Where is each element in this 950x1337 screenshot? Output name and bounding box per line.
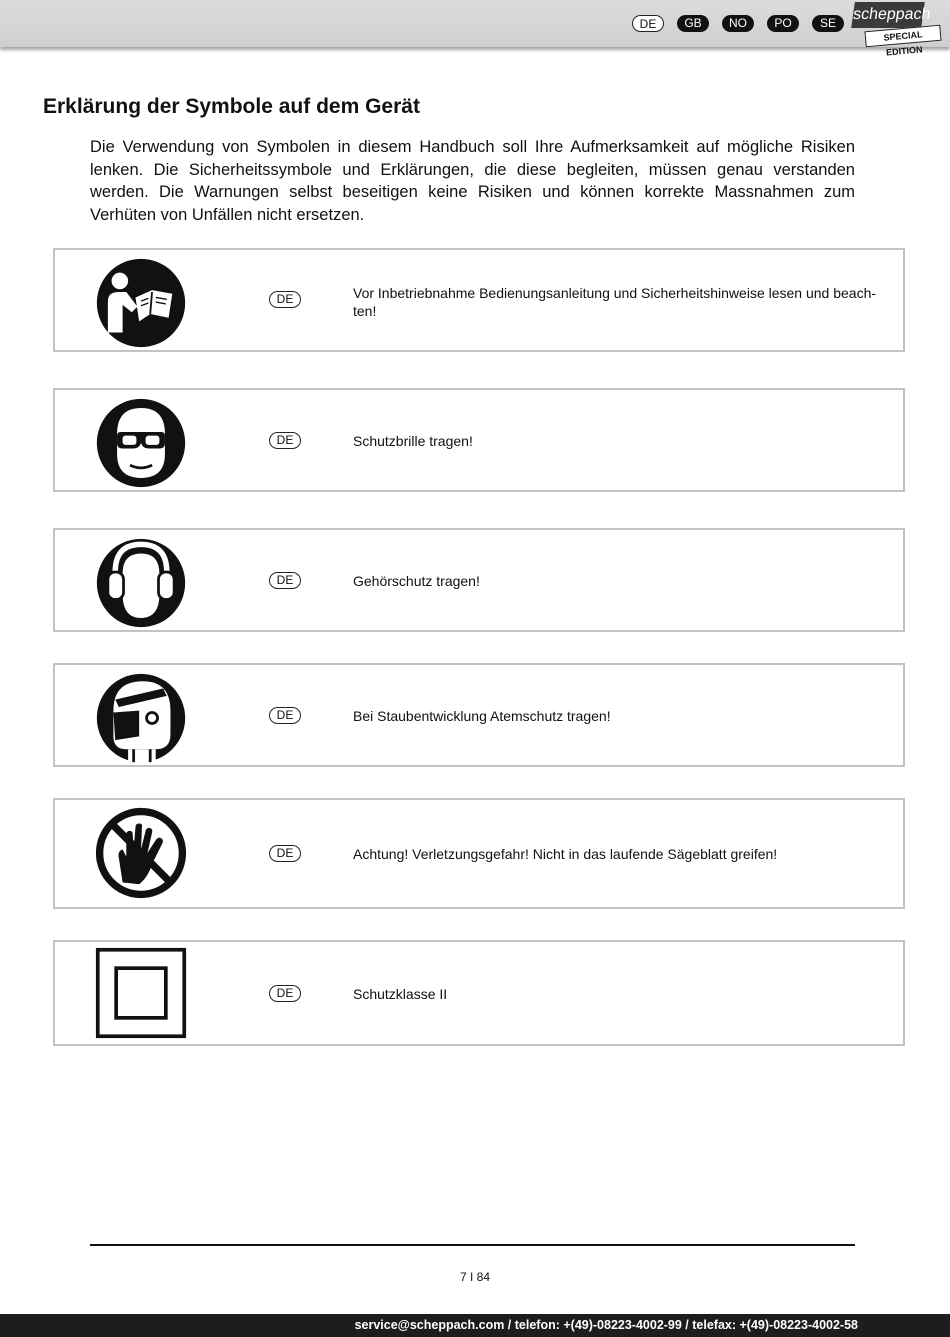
language-selector bbox=[632, 15, 844, 32]
lang-tab-gb[interactable]: GB bbox=[677, 15, 709, 32]
page-title: Erklärung der Symbole auf dem Gerät bbox=[43, 95, 420, 118]
symbol-description: Vor Inbetriebnahme Bedienungsanleitung und Sicherheitshinweise lesen und beach-ten! bbox=[353, 285, 877, 319]
symbol-row-read-manual bbox=[53, 248, 905, 352]
no-hands-icon bbox=[95, 807, 187, 899]
language-badge: DE bbox=[269, 845, 301, 862]
safety-goggles-icon bbox=[95, 397, 187, 489]
protection-class-ii-icon bbox=[95, 947, 187, 1039]
symbol-description: Schutzklasse II bbox=[353, 986, 448, 1002]
dust-mask-icon bbox=[95, 672, 187, 764]
read-manual-icon bbox=[95, 257, 187, 349]
language-badge: DE bbox=[269, 707, 301, 724]
symbol-row-safety-goggles bbox=[53, 388, 905, 492]
language-badge: DE bbox=[269, 572, 301, 589]
symbol-description: Gehörschutz tragen! bbox=[353, 573, 480, 589]
lang-tab-no[interactable]: NO bbox=[722, 15, 754, 32]
page-number: 7 I 84 bbox=[459, 1270, 491, 1284]
contact-footer: service@scheppach.com / telefon: +(49)-08223-4002-99 / telefax: +(49)-08223-4002-58 bbox=[0, 1314, 950, 1337]
header-bar bbox=[0, 0, 950, 58]
brand-logo bbox=[851, 2, 943, 58]
symbol-row-protection-class bbox=[53, 940, 905, 1046]
symbol-description: Schutzbrille tragen! bbox=[353, 433, 473, 449]
symbol-row-no-hands bbox=[53, 798, 905, 909]
logo-edition: SPECIAL EDITION bbox=[864, 25, 941, 48]
symbol-row-ear-protection bbox=[53, 528, 905, 632]
lang-tab-de[interactable]: DE bbox=[632, 15, 664, 32]
footer-divider bbox=[90, 1244, 855, 1246]
symbol-row-dust-mask bbox=[53, 663, 905, 767]
intro-paragraph: Die Verwendung von Symbolen in diesem Handbuch soll Ihre Aufmerksamkeit auf mögliche Risiken lenken. Die Sicherheitssymbole und Erklärungen, die diese begleiten, müssen genau verstanden werden. Die Warnungen selbst beseitigen keine Risiken und können korrekte Massnahmen zum Verhüten von Unfällen nicht ersetzen. bbox=[90, 138, 855, 224]
logo-brand: scheppach bbox=[851, 2, 925, 28]
language-badge: DE bbox=[269, 432, 301, 449]
symbol-description: Bei Staubentwicklung Atemschutz tragen! bbox=[353, 708, 611, 724]
language-badge: DE bbox=[269, 985, 301, 1002]
lang-tab-se[interactable]: SE bbox=[812, 15, 844, 32]
lang-tab-po[interactable]: PO bbox=[767, 15, 799, 32]
ear-protection-icon bbox=[95, 537, 187, 629]
language-badge: DE bbox=[269, 291, 301, 308]
symbol-description: Achtung! Verletzungsgefahr! Nicht in das laufende Sägeblatt greifen! bbox=[353, 846, 778, 862]
